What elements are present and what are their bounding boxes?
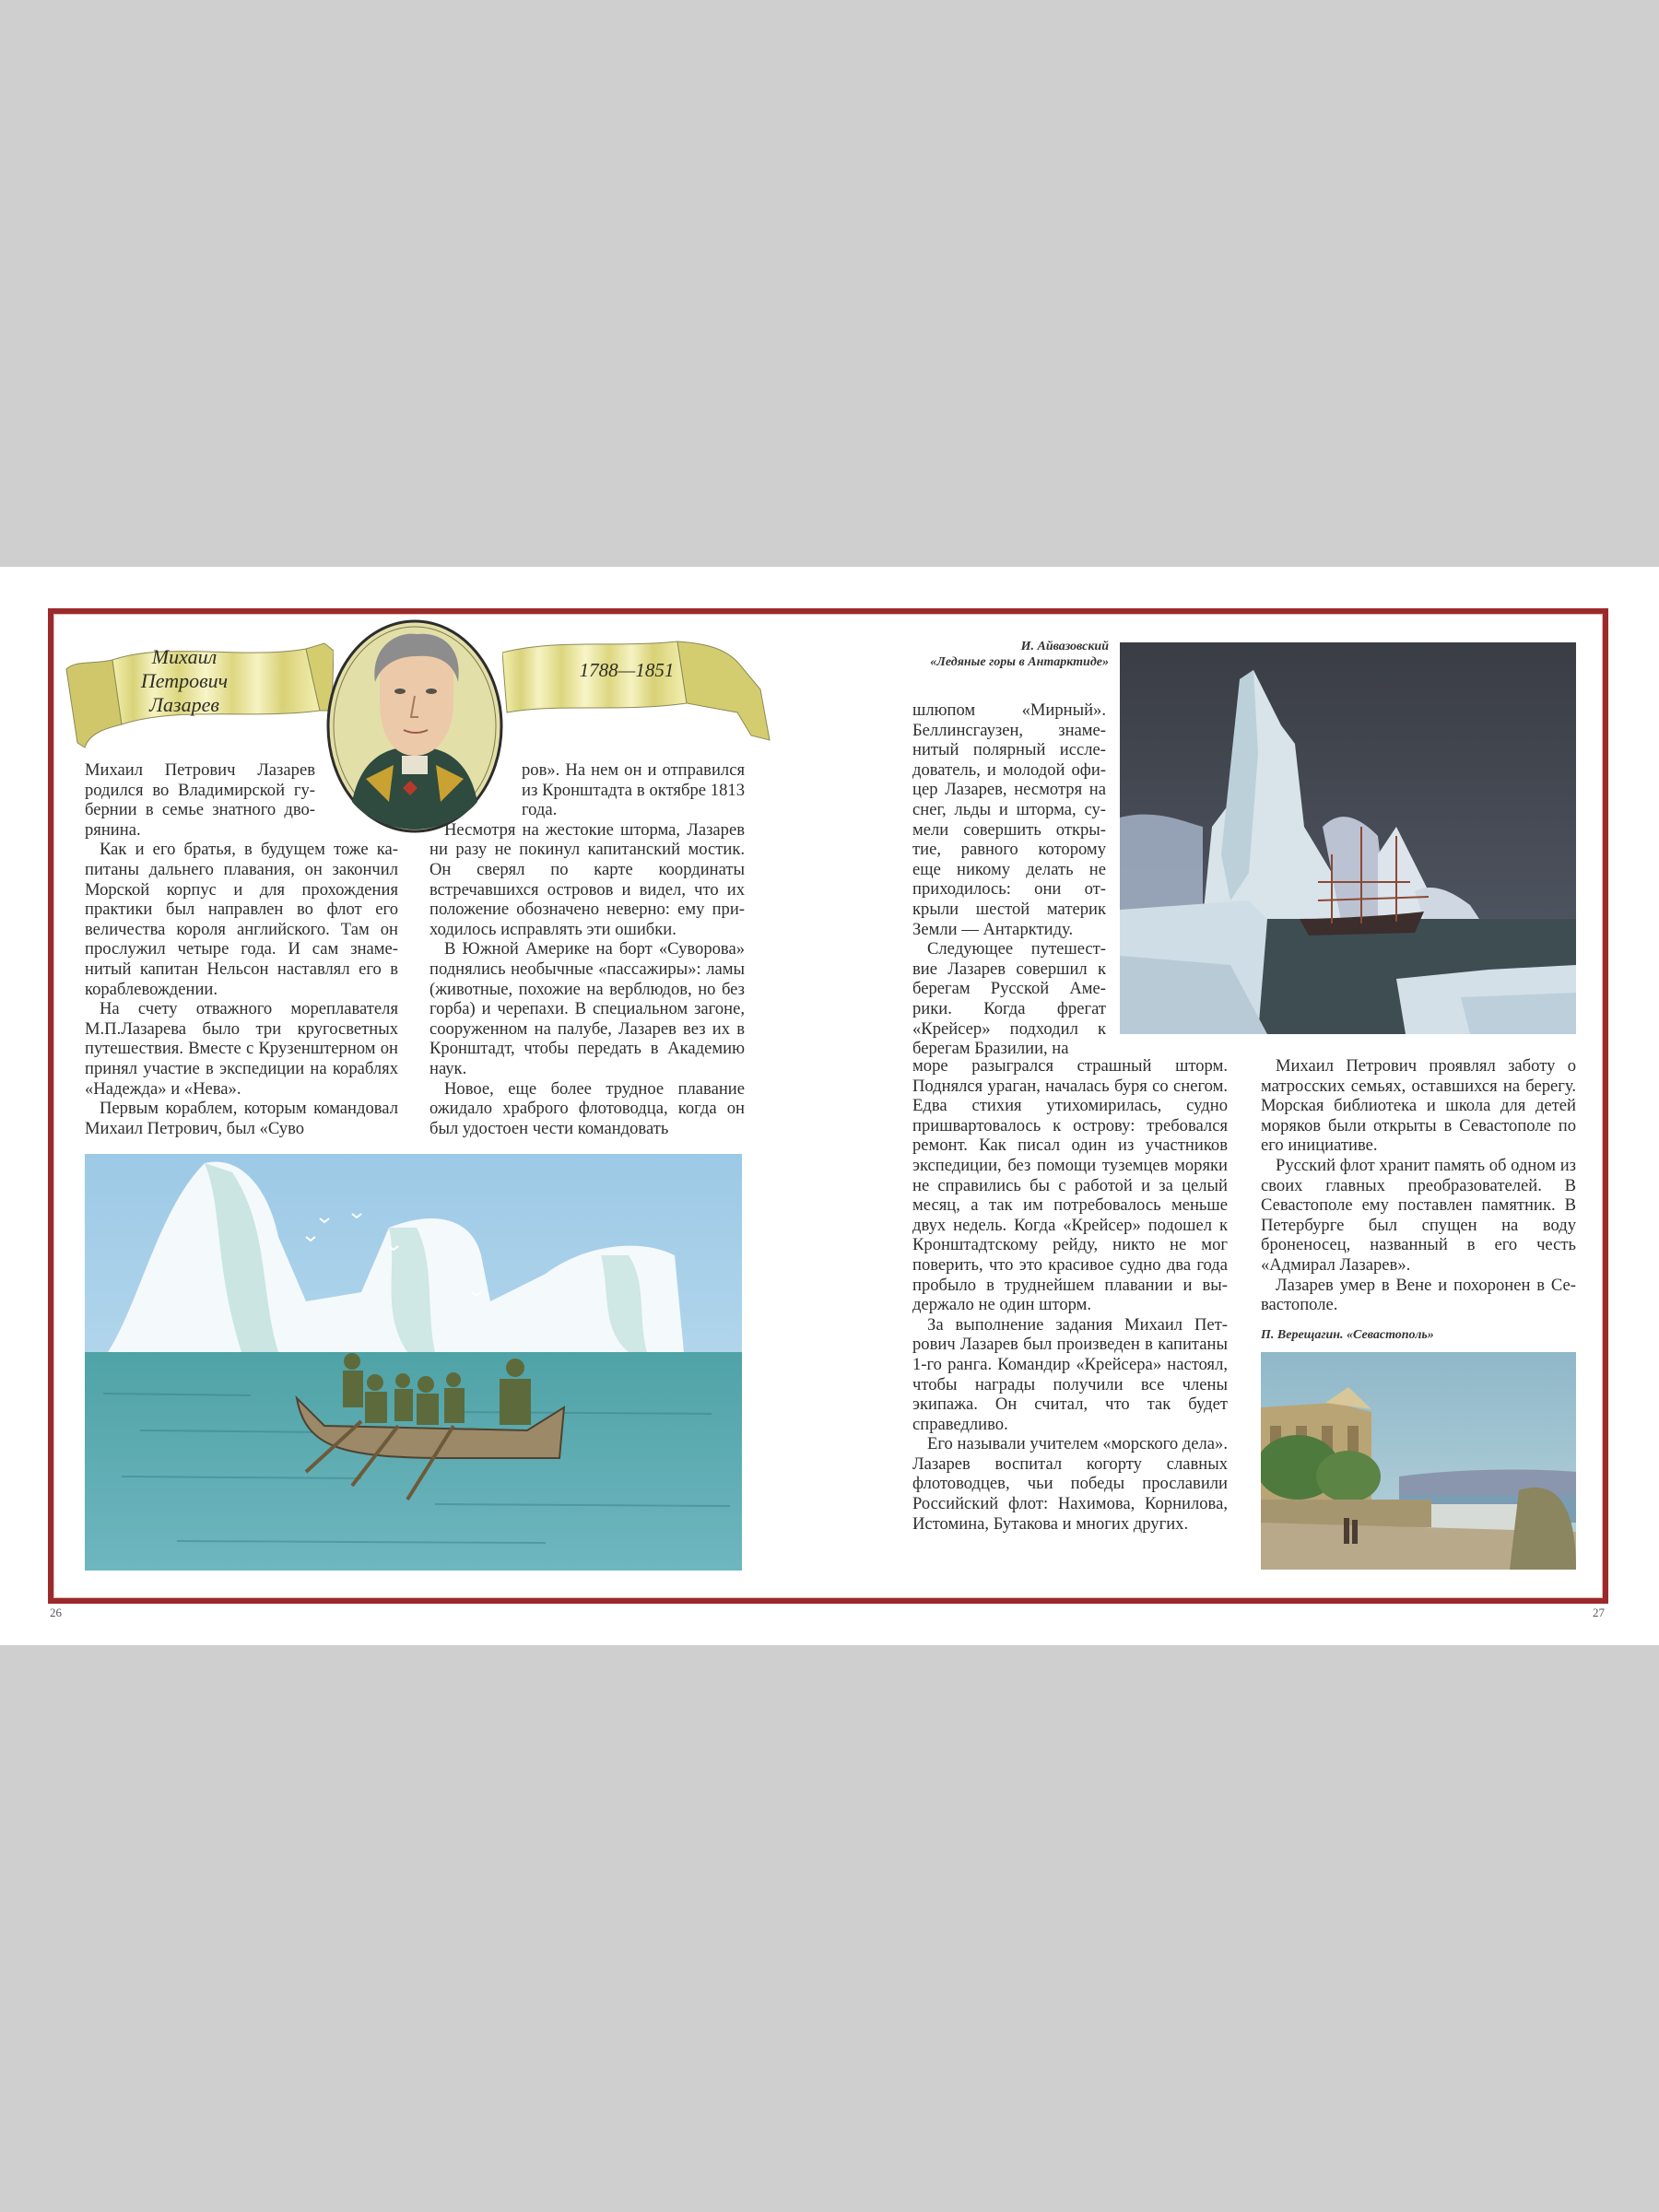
paragraph: За выполнение задания Михаил Петрович Лазарев был произведен в капитаны 1-го ранга. Командир «Крейсера» настоял, чтобы награды получили все члены экипажа. Он считал, что так будет справедливо. [912, 1314, 1228, 1434]
paragraph: Первым кораблем, которым командовал Михаил Петрович, был «Суво [85, 1099, 398, 1138]
page-number-left: 26 [50, 1606, 62, 1619]
caption-author: И. Айвазовский [1020, 640, 1109, 653]
paragraph: Следующее путешествие Лазарев совершил к берегам Русской Америки. Когда фрегат «Крейсер» подходил к берегам Бразилии, на [912, 939, 1106, 1059]
boat-iceberg-illustration [85, 1154, 742, 1571]
page-number-right: 27 [1593, 1606, 1605, 1619]
paragraph: Лазарев умер в Вене и похоронен в Севастополе. [1261, 1275, 1576, 1315]
ribbon-name [111, 645, 258, 717]
paragraph: Его называли учителем «морского дела». Лазарев воспитал когорту славных флотоводцев, чьи победы прославили Российский флот: Нахимова, Корнилова, Истомина, Бутакова и многих других. [912, 1434, 1228, 1534]
caption-title: «Ледяные горы в Антарктиде» [930, 655, 1109, 669]
paragraph: На счету отважного мореплавателя М.П.Лазарева было три кругосветных путешествия. Вместе с Крузенштерном он принял участие в экспедиции на кораблях «Надежда» и «Нева». [85, 999, 398, 1099]
right-column-1-narrow [912, 700, 1106, 1059]
right-column-1-wide [912, 1056, 1228, 1534]
paragraph: В Южной Америке на борт «Суворова» поднялись необычные «пассажиры»: ламы (животные, похожие на верблюдов, но без горба) и черепахи. В специальном загоне, сооруженном на палубе, Лазарев вез их в Кронштадт, чтобы передать в Академию наук. [429, 939, 745, 1078]
paragraph: Несмотря на жестокие шторма, Лазарев ни разу не покинул капитанский мостик. Он сверял по карте координаты встречавшихся островов и видел, что их положение обозначено неверно: ему приходилось исправлять эти ошибки. [429, 819, 745, 939]
left-column-2 [429, 760, 745, 1138]
paragraph: Михаил Петрович проявлял заботу о матросских семьях, оставшихся на берегу. Морская библиотека и школа для детей моряков были открыты в Севастополе по его инициативе. [1261, 1056, 1576, 1156]
years: 1788—1851 [579, 659, 675, 681]
name-line1: Михаил Петрович [140, 645, 229, 692]
caption-vereshchagin: П. Верещагин. «Севастополь» [1261, 1328, 1434, 1342]
painting-sevastopol [1261, 1352, 1576, 1570]
paragraph: ров». На нем он и отправился из Кронштадта в октябре 1813 года. [522, 760, 745, 820]
caption-aivazovsky [885, 639, 1109, 670]
paragraph: Новое, еще более трудное плавание ожидало храброго флотоводца, когда он был удостоен чести командовать [429, 1078, 745, 1138]
paragraph: Как и его братья, в будущем тоже капитаны дальнего плавания, он закончил Морской корпус и для прохождения практики был направлен во флот его величества короля английского. Там он прослужил четыре года. И сам знаменитый капитан Нельсон наставлял его в кораблевождении. [85, 840, 398, 999]
years-ribbon [502, 625, 779, 745]
paragraph: Русский флот хранит память об одном из своих главных преобразователей. В Севастополе ему поставлен памятник. В Петербурге был спущен на воду броненосец, названный в его честь «Адмирал Лазарев». [1261, 1155, 1576, 1275]
paragraph: шлюпом «Мирный». Беллинсгаузен, знаменитый полярный исследователь, и молодой офицер Лазарев, несмотря на снег, льды и шторма, сумели совершить открытие, равного которому еще никому делать не приходилось: они открыли шестой материк Земли — Антарктиду. [912, 700, 1106, 939]
paragraph: Михаил Петрович Лазарев родился во Владимирской губернии в семье знатного дворянина. [85, 760, 315, 840]
painting-icebergs-antarctica [1120, 642, 1576, 1034]
left-column-1 [85, 760, 398, 1138]
right-column-2 [1261, 1056, 1576, 1315]
name-line2: Лазарев [149, 693, 219, 716]
paragraph: море разыгрался страшный шторм. Поднялся ураган, началась буря со снегом. Едва стихия утихомирилась, судно пришвартовалось к острову: требовался ремонт. Как писал один из участников экспедиции, без помощи туземцев моряки не справились бы с работой и за целый месяц, а так им потребовалось меньше двух недель. Когда «Крейсер» подошел к Кронштадтскому рейду, никто не мог поверить, что это красивое судно два года пробыло в труднейшем плавании и выдержало не один шторм. [912, 1056, 1228, 1315]
